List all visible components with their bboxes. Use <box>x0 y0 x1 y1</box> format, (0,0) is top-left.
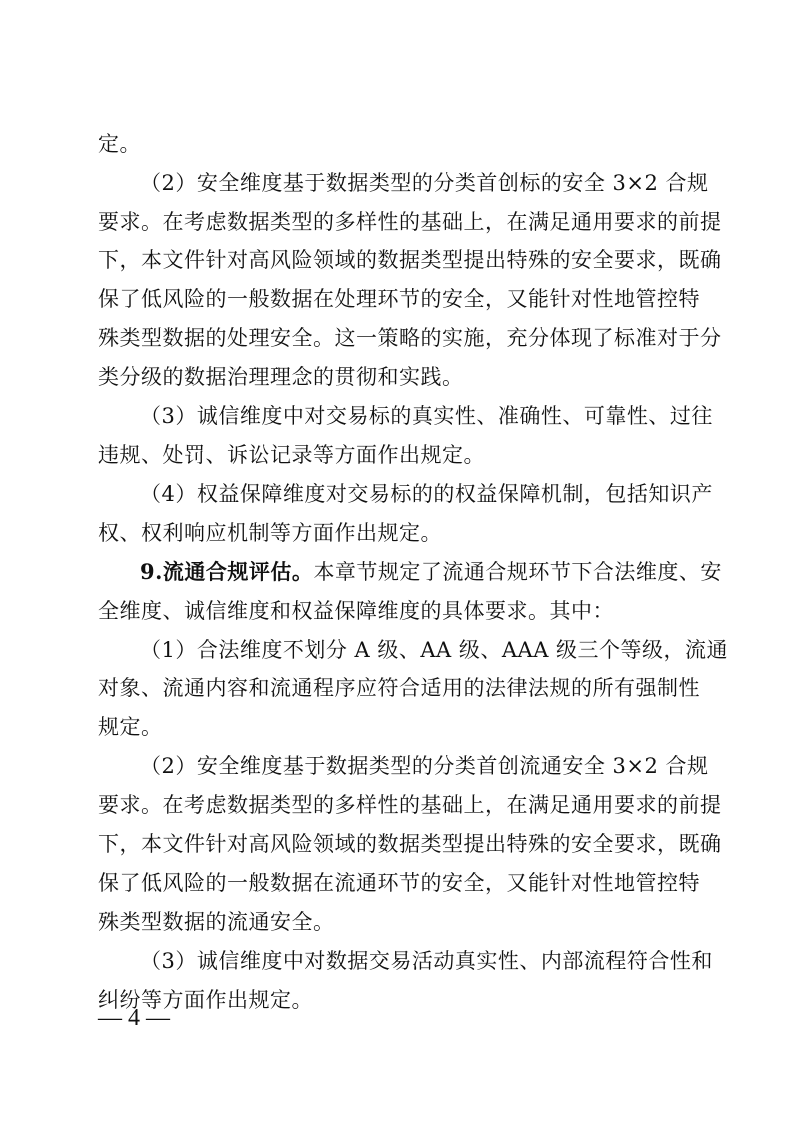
text-line: 类分级的数据治理理念的贯彻和实践。 <box>98 365 464 389</box>
text-line: （3）诚信维度中对数据交易活动真实性、内部流程符合性和 <box>140 949 713 973</box>
text-line: 保了低风险的一般数据在流通环节的安全，又能针对性地管控特 <box>98 871 700 895</box>
section-text: 本章节规定了流通合规环节下合法维度、安 <box>313 560 722 584</box>
text-line: （4）权益保障维度对交易标的的权益保障机制，包括知识产 <box>140 482 713 506</box>
text-line: （2）安全维度基于数据类型的分类首创流通安全 3×2 合规 <box>140 754 709 778</box>
text-line: 殊类型数据的处理安全。这一策略的实施，充分体现了标准对于分 <box>98 326 722 350</box>
page-number: — 4 — <box>98 1005 170 1031</box>
text-line: 要求。在考虑数据类型的多样性的基础上，在满足通用要求的前提 <box>98 793 722 817</box>
section-heading: 9.流通合规评估。 <box>140 559 314 584</box>
text-line: 全维度、诚信维度和权益保障维度的具体要求。其中： <box>98 599 614 623</box>
text-line: 对象、流通内容和流通程序应符合适用的法律法规的所有强制性 <box>98 676 700 700</box>
section-heading-line <box>140 557 722 587</box>
text-line: 规定。 <box>98 715 163 739</box>
text-line: 下，本文件针对高风险领域的数据类型提出特殊的安全要求，既确 <box>98 248 722 272</box>
text-line: 违规、处罚、诉讼记录等方面作出规定。 <box>98 443 485 467</box>
text-line: 定。 <box>98 132 141 156</box>
text-line: （2）安全维度基于数据类型的分类首创标的安全 3×2 合规 <box>140 171 709 195</box>
text-line: 下，本文件针对高风险领域的数据类型提出特殊的安全要求，既确 <box>98 832 722 856</box>
text-line: 权、权利响应机制等方面作出规定。 <box>98 521 442 545</box>
text-line: （1）合法维度不划分 A 级、AA 级、AAA 级三个等级，流通 <box>140 638 729 662</box>
text-line: 要求。在考虑数据类型的多样性的基础上，在满足通用要求的前提 <box>98 210 722 234</box>
text-line: 殊类型数据的流通安全。 <box>98 910 335 934</box>
text-line: 保了低风险的一般数据在处理环节的安全，又能针对性地管控特 <box>98 287 700 311</box>
text-line: （3）诚信维度中对交易标的真实性、准确性、可靠性、过往 <box>140 404 713 428</box>
text-line: 纠纷等方面作出规定。 <box>98 988 313 1012</box>
